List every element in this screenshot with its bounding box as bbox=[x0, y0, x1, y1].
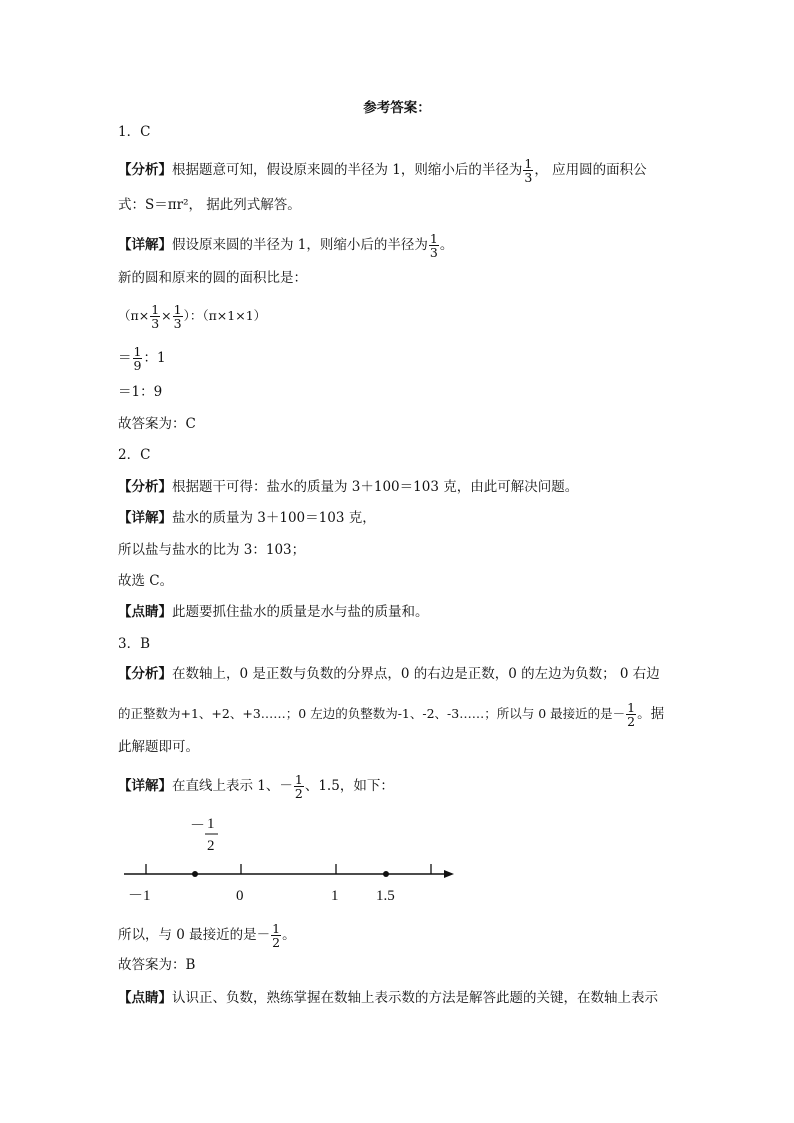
neg-half-numerator: 1 bbox=[207, 816, 215, 832]
q1-analysis-cont: 式：S＝πr²， 据此列式解答。 bbox=[118, 197, 301, 213]
number-line-diagram bbox=[110, 808, 470, 908]
fraction-one-third: $\frac{1}{3}$ bbox=[524, 156, 533, 185]
q1-calc-1: （π× $\frac{1}{3}$ × $\frac{1}{3}$ ）：（π×1×1） bbox=[118, 302, 267, 331]
q1-calc-3: ＝1：9 bbox=[118, 384, 163, 400]
neg-half-denominator: 2 bbox=[207, 838, 215, 854]
page-title: 参考答案： bbox=[363, 100, 431, 116]
fraction-one-third: $\frac{1}{3}$ bbox=[429, 231, 438, 260]
q2-analysis: 【分析】根据题干可得：盐水的质量为 3＋100＝103 克，由此可解决问题。 bbox=[118, 479, 579, 495]
q3-analysis-2: 的正整数为+1、+2、+3……；0 左边的负整数为-1、-2、-3……；所以与 0 最接近的是－ $\frac{1}{2}$ 。据 bbox=[118, 700, 665, 729]
axis-arrow-icon bbox=[444, 870, 454, 878]
q2-number: 2．C bbox=[118, 447, 151, 463]
analysis-tag: 【分析】 bbox=[118, 162, 172, 178]
point-neg-half bbox=[192, 871, 198, 877]
fraction-one-ninth: $\frac{1}{9}$ bbox=[133, 344, 142, 373]
q2-ratio: 所以盐与盐水的比为 3：103； bbox=[118, 542, 306, 558]
q3-detail: 【详解】在直线上表示 1、－ $\frac{1}{2}$ 、1.5，如下： bbox=[118, 772, 394, 801]
q1-calc-2: ＝ $\frac{1}{9}$ ：1 bbox=[118, 344, 166, 373]
point-one-point-five bbox=[383, 871, 389, 877]
q1-analysis: 【分析】根据题意可知，假设原来圆的半径为 1，则缩小后的半径为 $\frac{1}{3}$ ， 应用圆的面积公 bbox=[118, 156, 647, 185]
label-zero: 0 bbox=[236, 888, 244, 904]
detail-tag: 【详解】 bbox=[118, 237, 172, 253]
fraction-one-third: $\frac{1}{3}$ bbox=[173, 302, 182, 331]
q3-comment: 【点睛】认识正、负数，熟练掌握在数轴上表示数的方法是解答此题的关键，在数轴上表示 bbox=[118, 990, 658, 1006]
q1-detail: 【详解】假设原来圆的半径为 1，则缩小后的半径为 $\frac{1}{3}$ 。 bbox=[118, 231, 454, 260]
q3-conclusion: 所以，与 0 最接近的是－ $\frac{1}{2}$ 。 bbox=[118, 921, 296, 950]
neg-half-sign: － bbox=[190, 818, 206, 834]
label-neg-one: －1 bbox=[128, 888, 151, 904]
fraction-one-half: $\frac{1}{2}$ bbox=[294, 772, 303, 801]
q1-number: 1．C bbox=[118, 124, 151, 140]
fraction-one-half: $\frac{1}{2}$ bbox=[627, 700, 636, 729]
q1-answer: 故答案为：C bbox=[118, 416, 196, 432]
label-one-point-five: 1.5 bbox=[376, 888, 395, 904]
fraction-one-third: $\frac{1}{3}$ bbox=[151, 302, 160, 331]
q3-answer: 故答案为：B bbox=[118, 957, 196, 973]
q1-ratio-intro: 新的圆和原来的圆的面积比是： bbox=[118, 270, 307, 286]
label-one: 1 bbox=[331, 888, 339, 904]
q2-comment: 【点睛】此题要抓住盐水的质量是水与盐的质量和。 bbox=[118, 604, 429, 620]
q3-number: 3．B bbox=[118, 636, 151, 652]
q2-detail: 【详解】盐水的质量为 3＋100＝103 克， bbox=[118, 510, 376, 526]
q3-analysis-3: 此解题即可。 bbox=[118, 739, 199, 755]
fraction-one-half: $\frac{1}{2}$ bbox=[272, 921, 281, 950]
q3-analysis-1: 【分析】在数轴上，0 是正数与负数的分界点，0 的右边是正数，0 的左边为负数； 0 右边 bbox=[118, 666, 660, 682]
q2-choice: 故选 C。 bbox=[118, 573, 174, 589]
